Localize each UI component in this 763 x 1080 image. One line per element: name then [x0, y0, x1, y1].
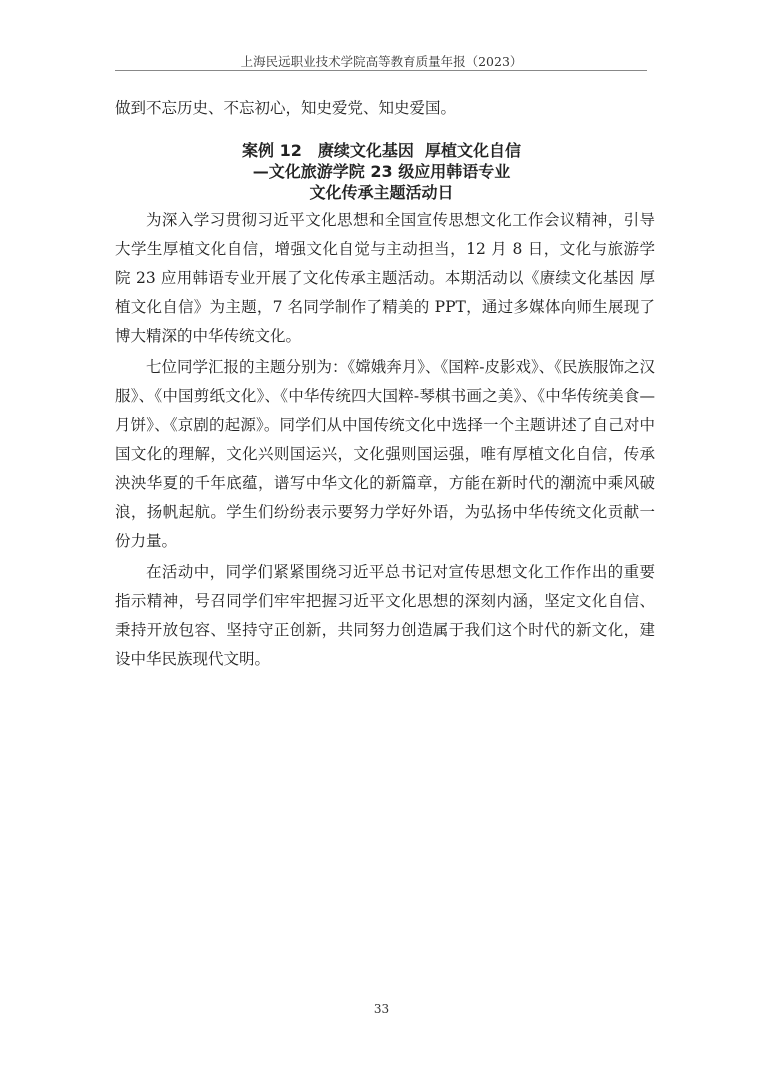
paragraph-2: 七位同学汇报的主题分别为：《嫦娥奔月》、《国粹-皮影戏》、《民族服饰之汉服》、《中国剪纸文化》、《中华传统四大国粹-琴棋书画之美》、《中华传统美食—月饼》、《京剧的起源》。同学们从中国传统文化中选择一个主题讲述了自己对中国文化的理解，文化兴则国运兴，文化强则国运强，唯有厚植文化自信，传承泱泱华夏的千年底蕴，谱写中华文化的新篇章，方能在新时代的潮流中乘风破浪，扬帆起航。学生们纷纷表示要努力学好外语，为弘扬中华传统文化贡献一份力量。 [115, 358, 655, 550]
paragraph-3: 在活动中，同学们紧紧围绕习近平总书记对宣传思想文化工作作出的重要指示精神，号召同学们牢牢把握习近平文化思想的深刻内涵，坚定文化自信、秉持开放包容、坚持守正创新，共同努力创造属于我们这个时代的新文化，建设中华民族现代文明。 [115, 563, 655, 668]
case-title-line-1: 案例 12 赓续文化基因 厚植文化自信 [242, 141, 521, 160]
continuation-line: 做到不忘历史、不忘初心，知史爱党、知史爱国。 [115, 99, 457, 117]
page-number: 33 [373, 1002, 390, 1016]
header-rule [115, 70, 647, 71]
paragraph-1: 为深入学习贯彻习近平文化思想和全国宣传思想文化工作会议精神，引导大学生厚植文化自信，增强文化自觉与主动担当，12 月 8 日，文化与旅游学院 23 应用韩语专业开展了文化传承主题活动。本期活动以《赓续文化基因 厚植文化自信》为主题，7 名同学制作了精美的 PPT，通过多媒体向师生展现了博大精深的中华传统文化。 [115, 211, 655, 345]
running-header: 上海民远职业技术学院高等教育质量年报（2023） [240, 54, 523, 69]
case-title-line-2: —文化旅游学院 23 级应用韩语专业 [252, 162, 511, 181]
body-text [115, 206, 655, 676]
case-title [0, 140, 763, 203]
case-title-line-3: 文化传承主题活动日 [309, 183, 454, 202]
